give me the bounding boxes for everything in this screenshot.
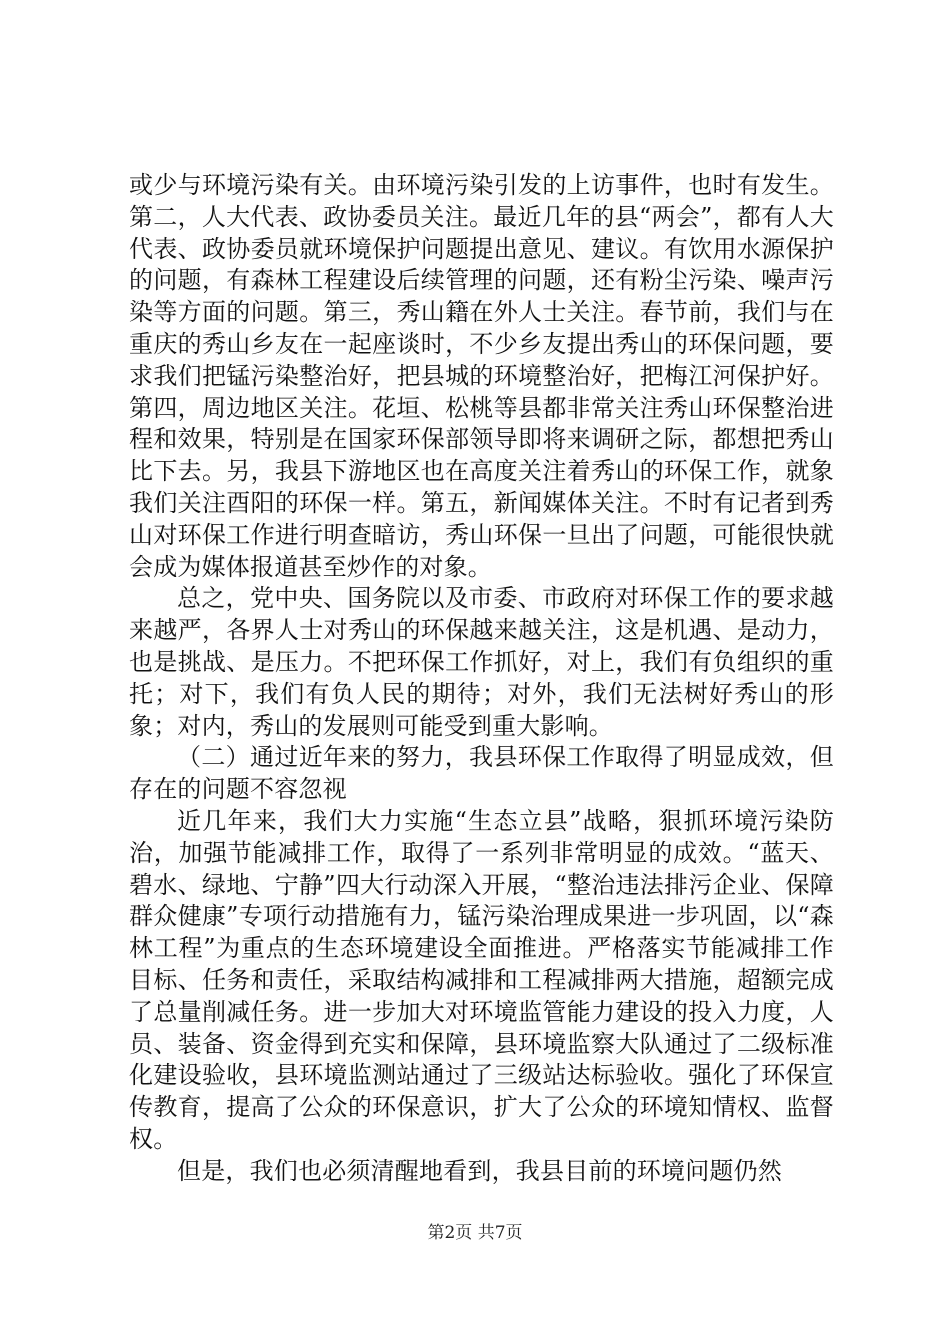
paragraph-achievements: 近几年来，我们大力实施“生态立县”战略，狠抓环境污染防治，加强节能减排工作，取得了一系列非常明显的成效。“蓝天、碧水、绿地、宁静”四大行动深入开展，“整治违法排污企业、保障群众健康”专项行动措施有力，锰污染治理成果进一步巩固，以“森林工程”为重点的生态环境建设全面推进。严格落实节能减排工作目标、任务和责任，采取结构减排和工程减排两大措施，超额完成了总量削减任务。进一步加大对环境监管能力建设的投入力度，人员、装备、资金得到充实和保障，县环境监察大队通过了二级标准化建设验收，县环境监测站通过了三级站达标验收。强化了环保宣传教育，提高了公众的环保意识，扩大了公众的环境知情权、监督权。 xyxy=(129,806,834,1153)
page-number-label: 第2页 共7页 xyxy=(427,1223,523,1243)
paragraph-continuation: 或少与环境污染有关。由环境污染引发的上访事件，也时有发生。第二，人大代表、政协委员关注。最近几年的县“两会”，都有人大代表、政协委员就环境保护问题提出意见、建议。有饮用水源保护的问题，有森林工程建设后续管理的问题，还有粉尘污染、噪声污染等方面的问题。第三，秀山籍在外人士关注。春节前，我们与在重庆的秀山乡友在一起座谈时，不少乡友提出秀山的环保问题，要求我们把锰污染整治好，把县城的环境整治好，把梅江河保护好。第四，周边地区关注。花垣、松桃等县都非常关注秀山环保整治进程和效果，特别是在国家环保部领导即将来调研之际，都想把秀山比下去。另，我县下游地区也在高度关注着秀山的环保工作，就象我们关注酉阳的环保一样。第五，新闻媒体关注。不时有记者到秀山对环保工作进行明查暗访，秀山环保一旦出了问题，可能很快就会成为媒体报道甚至炒作的对象。 xyxy=(129,171,834,581)
section-heading: （二）通过近年来的努力，我县环保工作取得了明显成效，但存在的问题不容忽视 xyxy=(129,743,834,804)
paragraph-problems: 但是，我们也必须清醒地看到，我县目前的环境问题仍然 xyxy=(177,1156,782,1185)
document-body xyxy=(129,170,834,1188)
paragraph-summary: 总之，党中央、国务院以及市委、市政府对环保工作的要求越来越严，各界人士对秀山的环保越来越关注，这是机遇、是动力，也是挑战、是压力。不把环保工作抓好，对上，我们有负组织的重托；对下，我们有负人民的期待；对外，我们无法树好秀山的形象；对内，秀山的发展则可能受到重大影响。 xyxy=(129,584,834,740)
page-footer xyxy=(0,1218,950,1243)
